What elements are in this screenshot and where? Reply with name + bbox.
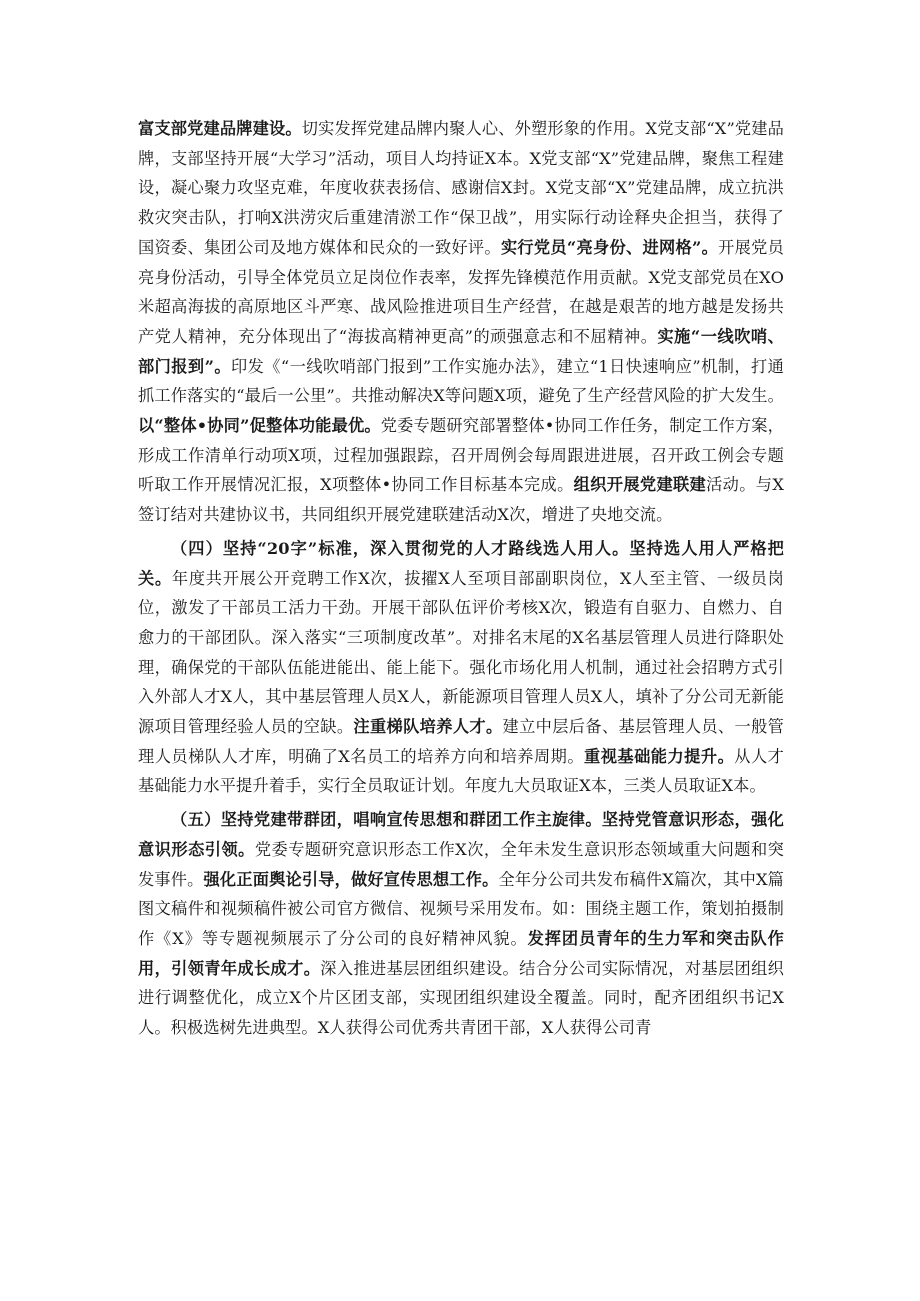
heading-basic-ability: 重视基础能力提升。 [584, 746, 735, 766]
paragraph-section-four [138, 534, 784, 801]
heading-talent-echelon: 注重梯队培养人才。 [353, 717, 503, 737]
text-run: 印发《“一线吹哨部门报到”工作实施办法》，建立“1日快速响应”机制，打通抓工作落实的“最后一公里”。共推动解决X等问题X项，避免了生产经营风险的扩大发生。 [138, 356, 784, 406]
heading-public-opinion: 强化正面舆论引导，做好宣传思想工作。 [203, 869, 499, 889]
heading-whistle-report: 实施“一线吹哨、部门报到”。 [138, 326, 784, 376]
text-run: 党委专题研究部署整体•协同工作任务，制定工作方案，形成工作清单行动项X项，过程加强跟踪，召开周例会每周跟进进展，召开政工例会专题听取工作开展情况汇报，X项整体•协同工作目标基本完成。 [138, 416, 784, 495]
section-five-heading: （五）坚持党建带群团，唱响宣传思想和群团工作主旋律。坚持党管意识形态，强化意识形态引领。 [138, 810, 784, 859]
text-run: 全年分公司共发布稿件X篇次，其中X篇图文稿件和视频稿件被公司官方微信、视频号采用发布。如：围绕主题工作，策划拍摄制作《X》等专题视频展示了分公司的良好精神风貌。 [138, 869, 785, 948]
heading-joint-building: 组织开展党建联建 [573, 475, 707, 495]
text-run: 开展党员亮身份活动，引导全体党员立足岗位作表率，发挥先锋模范作用贡献。X党支部党员在XO米超高海拔的高原地区斗严寒、战风险推进项目生产经营，在越是艰苦的地方越是发扬共产党人精神，充分体现出了“海拔高精神更高”的顽强意志和不屈精神。 [138, 237, 784, 346]
heading-integration-coordination: 以“整体•协同”促整体功能最优。 [138, 416, 381, 436]
text-run: 年度共开展公开竞聘工作X次，拔擢X人至项目部副职岗位，X人至主管、一级员岗位，激发了干部员工活力干劲。开展干部队伍评价考核X次，锻造有自驱力、自燃力、自愈力的干部团队。深入落实“三项制度改革”。对排名末尾的X名基层管理人员进行降职处理，确保党的干部队伍能进能出、能上能下。强化市场化用人机制，通过社会招聘方式引入外部人才X人，其中基层管理人员X人，新能源项目管理人员X人，填补了分公司无新能源项目管理经验人员的空缺。 [138, 568, 784, 737]
text-run: 从人才基础能力水平提升着手，实行全员取证计划。年度九大员取证X本，三类人员取证X本。 [138, 746, 784, 796]
paragraph-section-five [138, 805, 784, 1043]
paragraph-party-brand [138, 114, 784, 530]
text-run: 活动。与X签订结对共建协议书，共同组织开展党建联建活动X次，增进了央地交流。 [138, 475, 785, 525]
text-run: 建立中层后备、基层管理人员、一般管理人员梯队人才库，明确了X名员工的培养方向和培养周期。 [138, 717, 784, 766]
text-run: 深入推进基层团组织建设。结合分公司实际情况，对基层团组织进行调整优化，成立X个片区团支部，实现团组织建设全覆盖。同时，配齐团组织书记X人。积极选树先进典型。X人获得公司优秀共青团干部，X人获得公司青 [138, 958, 785, 1038]
text-run: 切实发挥党建品牌内聚人心、外塑形象的作用。X党支部“X”党建品牌，支部坚持开展“大学习”活动，项目人均持证X本。X党支部“X”党建品牌，聚焦工程建设，凝心聚力攻坚克难，年度收获表扬信、感谢信X封。X党支部“X”党建品牌，成立抗洪救灾突击队，打响X洪涝灾后重建清淤工作“保卫战”，用实际行动诠释央企担当，获得了国资委、集团公司及地方媒体和民众的一致好评。 [138, 119, 785, 257]
heading-party-member-identity: 实行党员“亮身份、进网格”。 [500, 237, 719, 257]
section-four-heading: （四）坚持“20字”标准，深入贯彻党的人才路线选人用人。坚持选人用人严格把关。 [138, 538, 784, 588]
heading-party-brand: 富支部党建品牌建设。 [138, 119, 302, 138]
text-run: 党委专题研究意识形态工作X次，全年未发生意识形态领域重大问题和突发事件。 [138, 839, 784, 889]
document-page [138, 114, 784, 1047]
heading-youth-role: 发挥团员青年的生力军和突击队作用，引领青年成长成才。 [138, 928, 784, 978]
